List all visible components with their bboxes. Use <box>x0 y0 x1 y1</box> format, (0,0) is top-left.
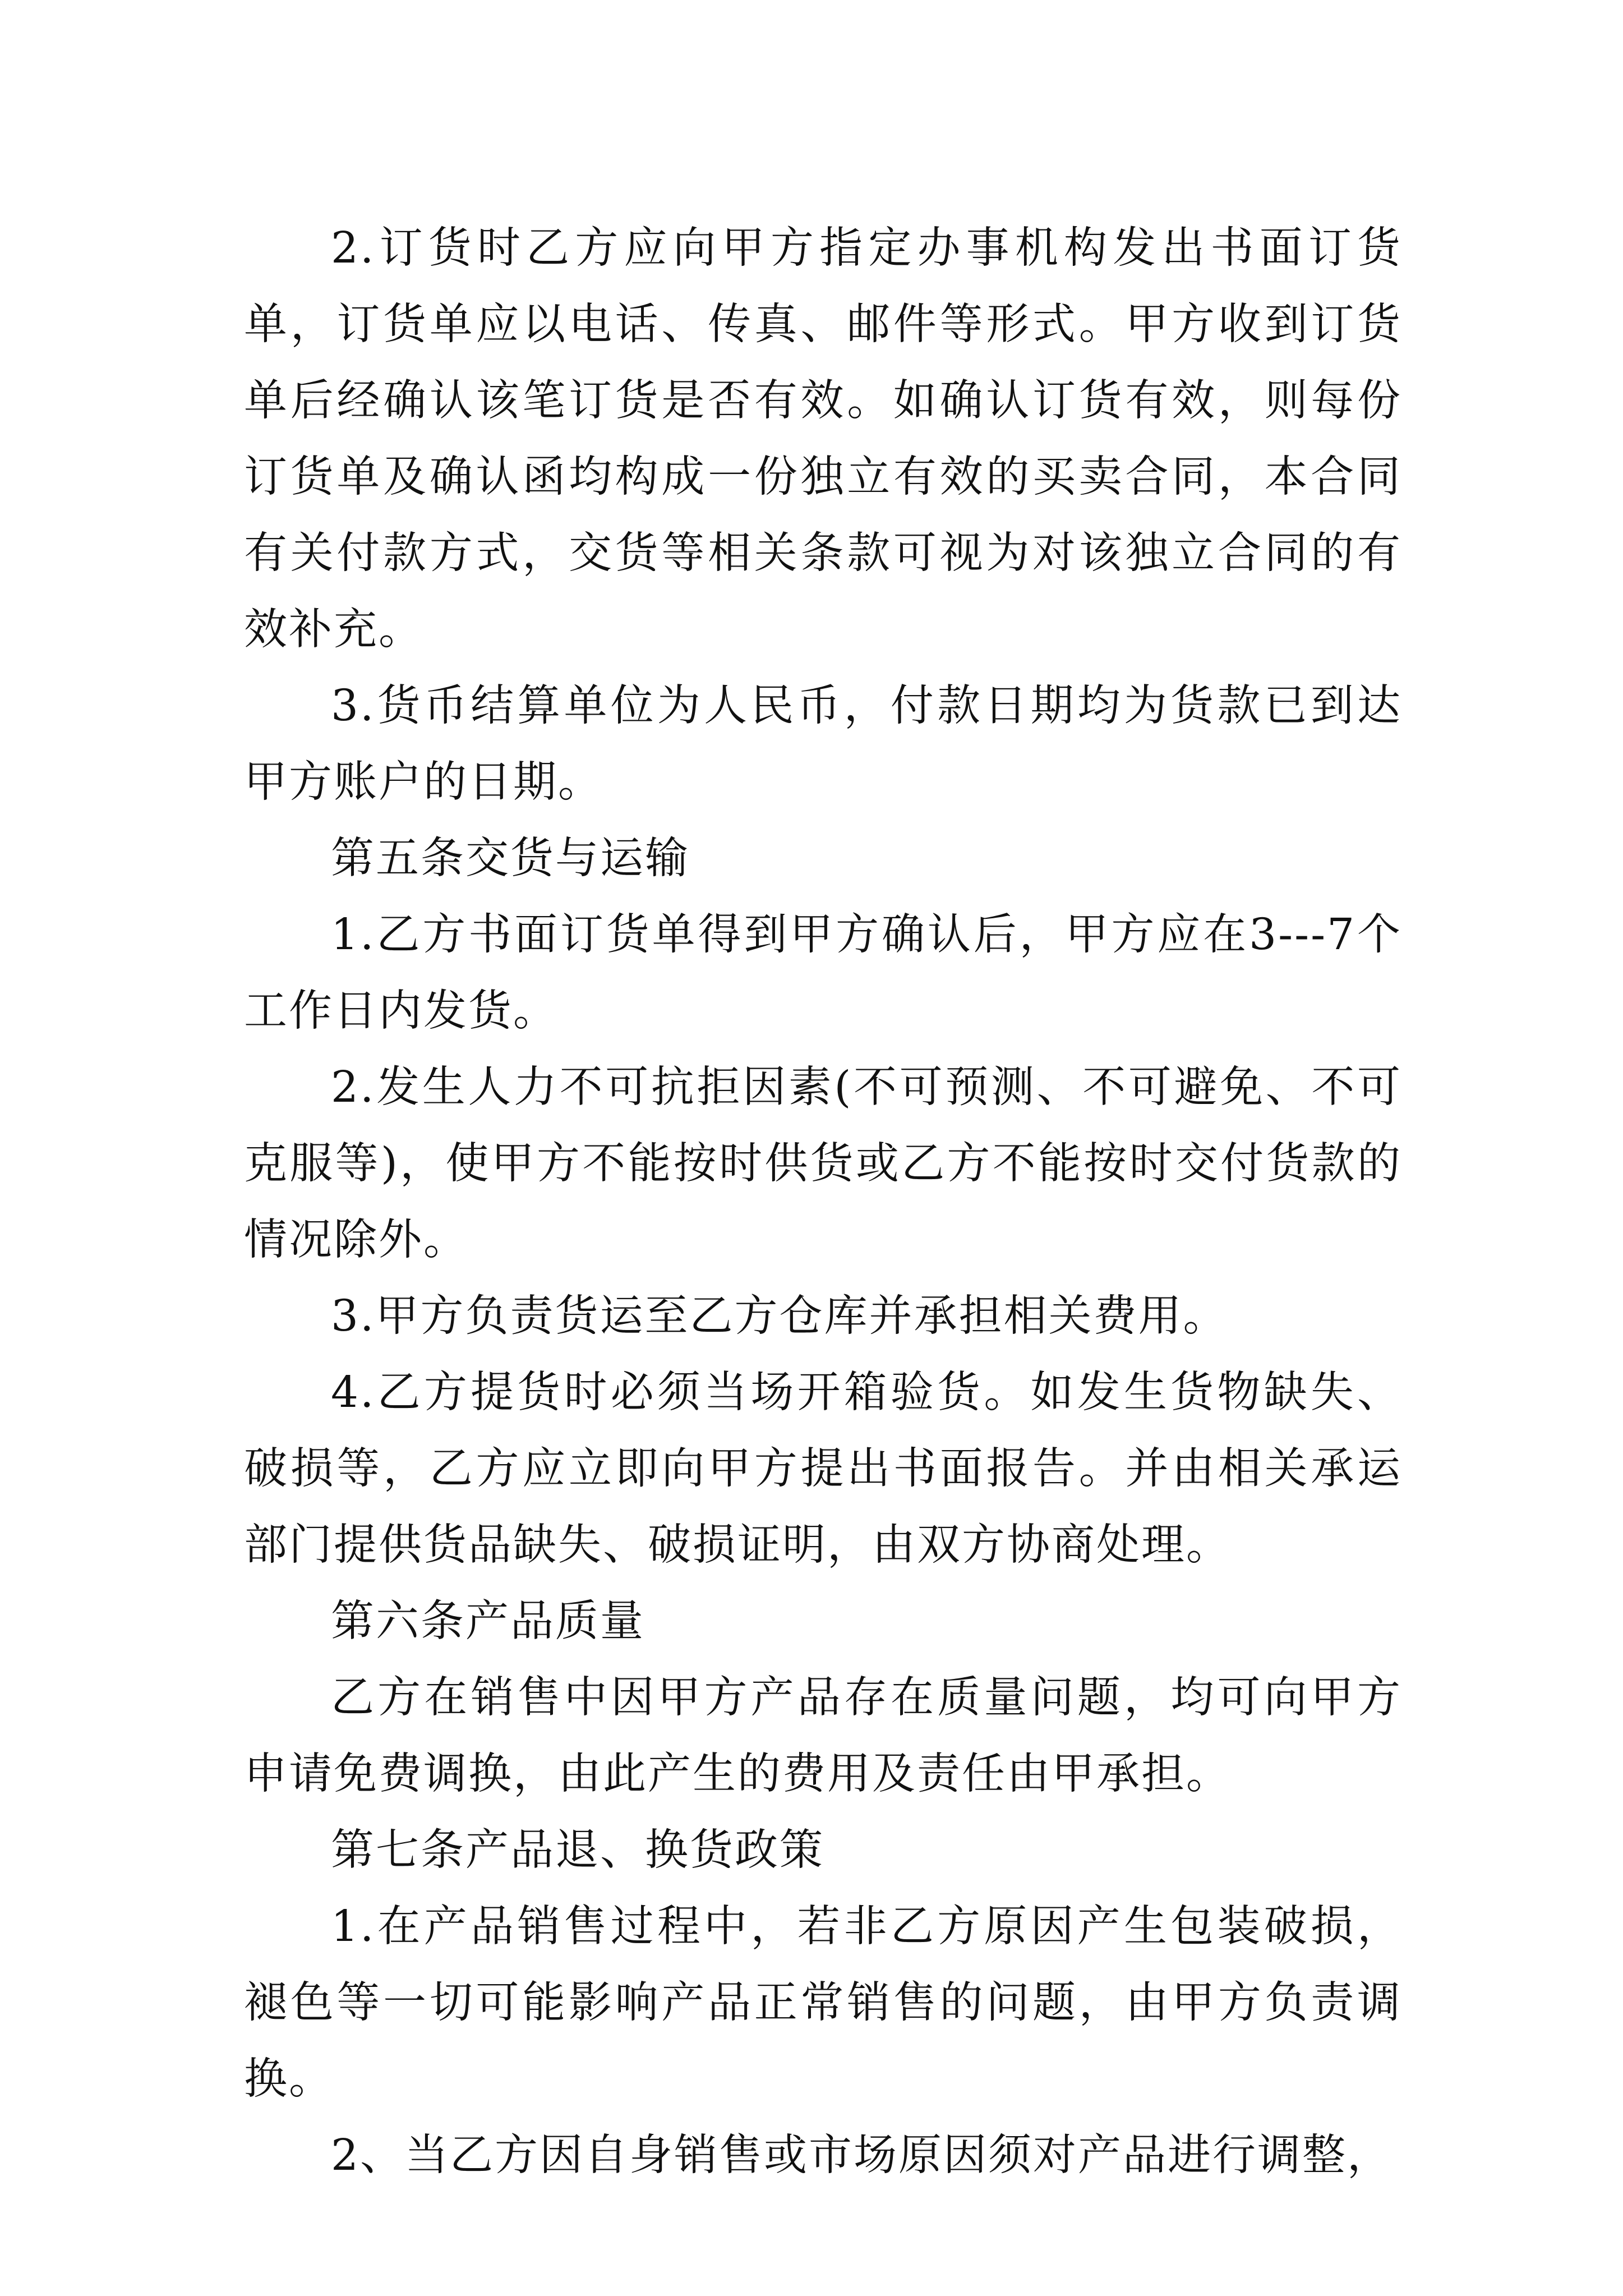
paragraph-inspection: 4.乙方提货时必须当场开箱验货。如发生货物缺失、破损等，乙方应立即向甲方提出书面报告。并由相关承运部门提供货品缺失、破损证明，由双方协商处理。 <box>244 1368 1402 1570</box>
paragraph-delivery-time: 1.乙方书面订货单得到甲方确认后，甲方应在3---7个工作日内发货。 <box>244 910 1402 1036</box>
article-7-heading: 第七条产品退、换货政策 <box>331 1825 824 1875</box>
paragraph-currency-settlement: 3.货币结算单位为人民币，付款日期均为货款已到达甲方账户的日期。 <box>244 681 1402 807</box>
paragraph-shipping-cost: 3.甲方负责货运至乙方仓库并承担相关费用。 <box>331 1291 1228 1341</box>
article-5-heading: 第五条交货与运输 <box>331 834 690 884</box>
paragraph-quality-exchange: 乙方在销售中因甲方产品存在质量问题，均可向甲方申请免费调换，由此产生的费用及责任由甲承担。 <box>244 1673 1402 1799</box>
document-body <box>244 210 1402 2194</box>
paragraph-product-adjustment: 2、当乙方因自身销售或市场原因须对产品进行调整， <box>331 2131 1392 2180</box>
paragraph-damage-exchange: 1.在产品销售过程中，若非乙方原因产生包装破损，褪色等一切可能影响产品正常销售的问题，由甲方负责调换。 <box>244 1902 1402 2104</box>
paragraph-order-procedure: 2.订货时乙方应向甲方指定办事机构发出书面订货单，订货单应以电话、传真、邮件等形式。甲方收到订货单后经确认该笔订货是否有效。如确认订货有效，则每份订货单及确认函均构成一份独立有效的买卖合同，本合同有关付款方式，交货等相关条款可视为对该独立合同的有效补充。 <box>244 223 1402 655</box>
article-6-heading: 第六条产品质量 <box>331 1596 645 1646</box>
paragraph-force-majeure: 2.发生人力不可抗拒因素(不可预测、不可避免、不可克服等)，使甲方不能按时供货或乙方不能按时交付货款的情况除外。 <box>244 1062 1402 1265</box>
